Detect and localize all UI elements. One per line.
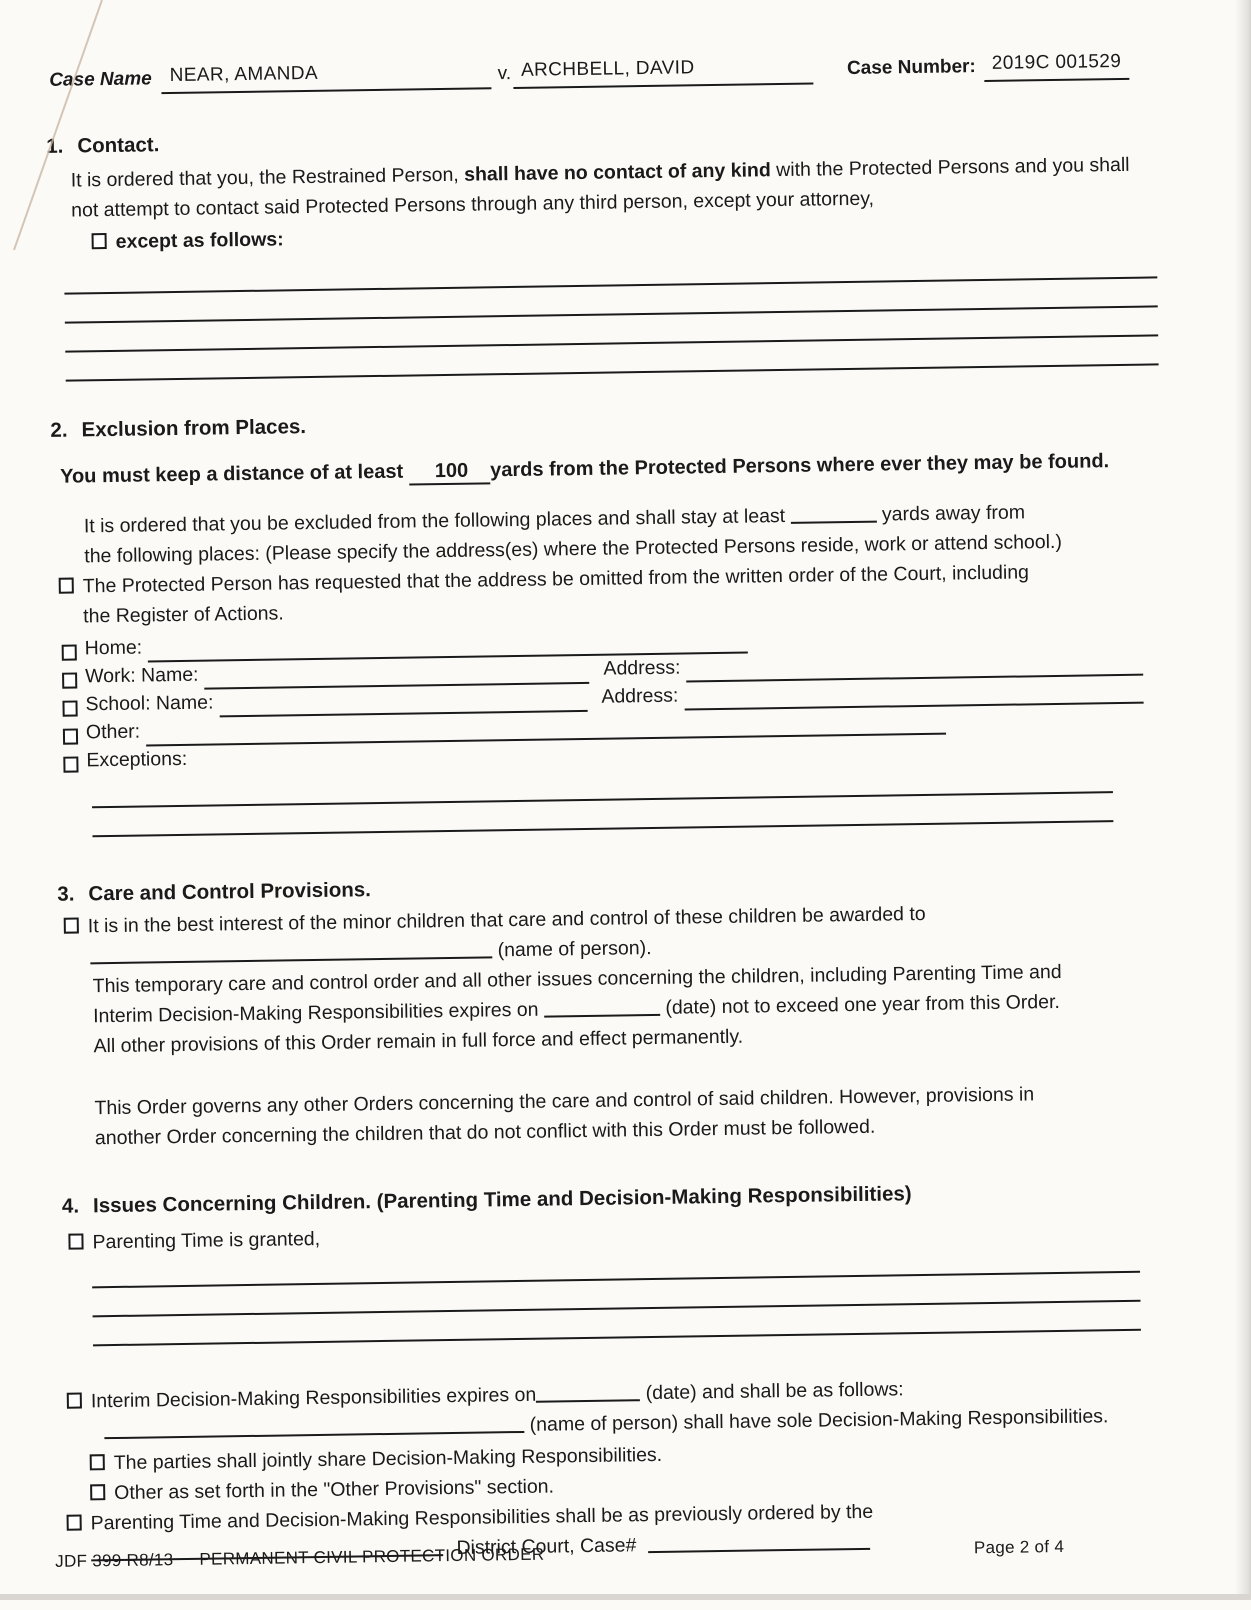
page-number: Page 2 of 4	[973, 1536, 1065, 1558]
jointly-share-text: The parties shall jointly share Decision-Making Responsibilities.	[113, 1443, 663, 1475]
interim-post-text: (date) and shall be as follows:	[645, 1378, 904, 1405]
district-court-label: District Court, Case#	[456, 1534, 637, 1559]
previously-ordered-text: Parenting Time and Decision-Making Responsibilities shall be as previously ordered by the	[90, 1500, 874, 1535]
except-as-follows-label: except as follows:	[115, 228, 284, 253]
form-title: PERMANENT CIVIL PROTECTION ORDER	[199, 1544, 545, 1569]
jointly-share-checkbox[interactable]	[90, 1454, 105, 1470]
section-children-title: Issues Concerning Children. (Parenting Time and Decision-Making Responsibilities)	[92, 1182, 912, 1218]
other-label: Other:	[85, 720, 141, 744]
excluded-post-text: yards away from	[881, 501, 1026, 526]
other-provisions-text: Other as set forth in the "Other Provisions" section.	[114, 1475, 555, 1505]
school-checkbox[interactable]	[62, 700, 77, 716]
governs-line1: This Order governs any other Orders concerning the care and control of said children. However, provisions in	[94, 1083, 1035, 1120]
exceptions-lines	[92, 764, 1114, 837]
section-care-number: 3.	[57, 882, 75, 906]
governs-line2: another Order concerning the children that do not conflict with this Order must be followed.	[94, 1115, 876, 1150]
section-care-title: Care and Control Provisions.	[88, 878, 372, 906]
temporary-line1: This temporary care and control order and all other issues concerning the children, including Parenting Time and	[92, 960, 1062, 998]
temporary-order-paragraph	[2, 954, 1251, 1063]
governs-paragraph	[4, 1076, 1251, 1155]
school-label: School: Name:	[85, 691, 214, 716]
form-id: JDF 399 R8/13	[55, 1550, 174, 1571]
work-checkbox[interactable]	[62, 672, 77, 688]
other-provisions-checkbox[interactable]	[90, 1484, 105, 1500]
address-omitted-checkbox[interactable]	[59, 578, 74, 594]
yards-blank-field[interactable]	[790, 503, 876, 524]
excluded-pre-text: It is ordered that you be excluded from the following places and shall stay at least	[83, 504, 786, 538]
section-contact-title: Contact.	[77, 133, 160, 158]
interim-responsibilities-checkbox[interactable]	[67, 1393, 82, 1409]
care-awarded-checkbox[interactable]	[64, 917, 79, 933]
scan-corner-fold-line	[0, 0, 140, 270]
section-exclusion-heading	[0, 398, 1246, 447]
care-awarded-text: It is in the best interest of the minor children that care and control of these children be awarded to	[87, 902, 926, 938]
distance-value[interactable]: 100	[409, 459, 491, 485]
contact-text-2: with the Protected Persons and you shall not attempt to contact said Protected Persons through any third person, except your attorney,	[71, 153, 1130, 222]
distance-post-text: yards from the Protected Persons where ever they may be found.	[489, 450, 1110, 482]
interim-pre-text: Interim Decision-Making Responsibilities expires on	[90, 1383, 537, 1413]
case-number-value[interactable]: 2019C 001529	[984, 47, 1130, 82]
contact-text-bold: shall have no contact of any kind	[464, 159, 771, 186]
section-exclusion-title: Exclusion from Places.	[81, 415, 307, 442]
scan-bottom-edge-shadow	[0, 1594, 1251, 1600]
case-number-label: Case Number:	[846, 56, 976, 80]
expires-date-blank[interactable]	[544, 996, 660, 1018]
case-header	[0, 0, 1240, 97]
previously-ordered-checkbox[interactable]	[67, 1515, 82, 1531]
temporary-line3: All other provisions of this Order remain in full force and effect permanently.	[93, 1025, 744, 1058]
address-omitted-text	[83, 557, 1030, 631]
awarded-name-line[interactable]	[90, 938, 492, 964]
versus-label: v.	[497, 62, 512, 85]
work-label: Work: Name:	[84, 663, 199, 688]
section-contact-number: 1.	[46, 134, 64, 158]
exceptions-checkbox[interactable]	[63, 756, 78, 772]
contact-exception-lines	[64, 249, 1159, 381]
parenting-time-lines	[92, 1244, 1141, 1347]
name-of-person-label: (name of person).	[497, 937, 652, 962]
distance-statement	[0, 444, 1246, 493]
temporary-line2-post: (date) not to exceed one year from this Order.	[665, 990, 1061, 1019]
address-omitted-line1: The Protected Person has requested that the address be omitted from the written order of the Court, including	[82, 561, 1030, 598]
other-checkbox[interactable]	[63, 728, 78, 744]
section-children-number: 4.	[61, 1194, 80, 1218]
contact-text-1: It is ordered that you, the Restrained Person,	[70, 163, 465, 192]
parenting-time-checkbox[interactable]	[68, 1233, 83, 1249]
exceptions-label: Exceptions:	[86, 747, 188, 772]
school-address-label: Address:	[601, 684, 679, 708]
case-name-label: Case Name	[49, 68, 152, 91]
parenting-time-label: Parenting Time is granted,	[92, 1227, 321, 1254]
home-label: Home:	[84, 636, 143, 660]
address-omitted-line2: the Register of Actions.	[83, 602, 284, 628]
sole-name-line[interactable]	[104, 1413, 524, 1439]
case-name-value[interactable]: NEAR, AMANDA	[161, 56, 491, 94]
respondent-value[interactable]: ARCHBELL, DAVID	[513, 52, 813, 89]
temporary-line2-pre: Interim Decision-Making Responsibilities expires on	[92, 998, 539, 1028]
home-checkbox[interactable]	[62, 644, 77, 660]
interim-date-blank[interactable]	[536, 1381, 640, 1403]
work-address-label: Address:	[603, 656, 681, 680]
section-exclusion-number: 2.	[50, 418, 68, 442]
excluded-line2-text: the following places: (Please specify the address(es) where the Protected Persons reside, work or attend school.)	[84, 530, 1063, 568]
scan-right-edge-shadow	[1235, 0, 1251, 1600]
sole-responsibilities-text: (name of person) shall have sole Decision-Making Responsibilities.	[529, 1405, 1109, 1436]
distance-pre-text: You must keep a distance of at least	[59, 460, 404, 488]
